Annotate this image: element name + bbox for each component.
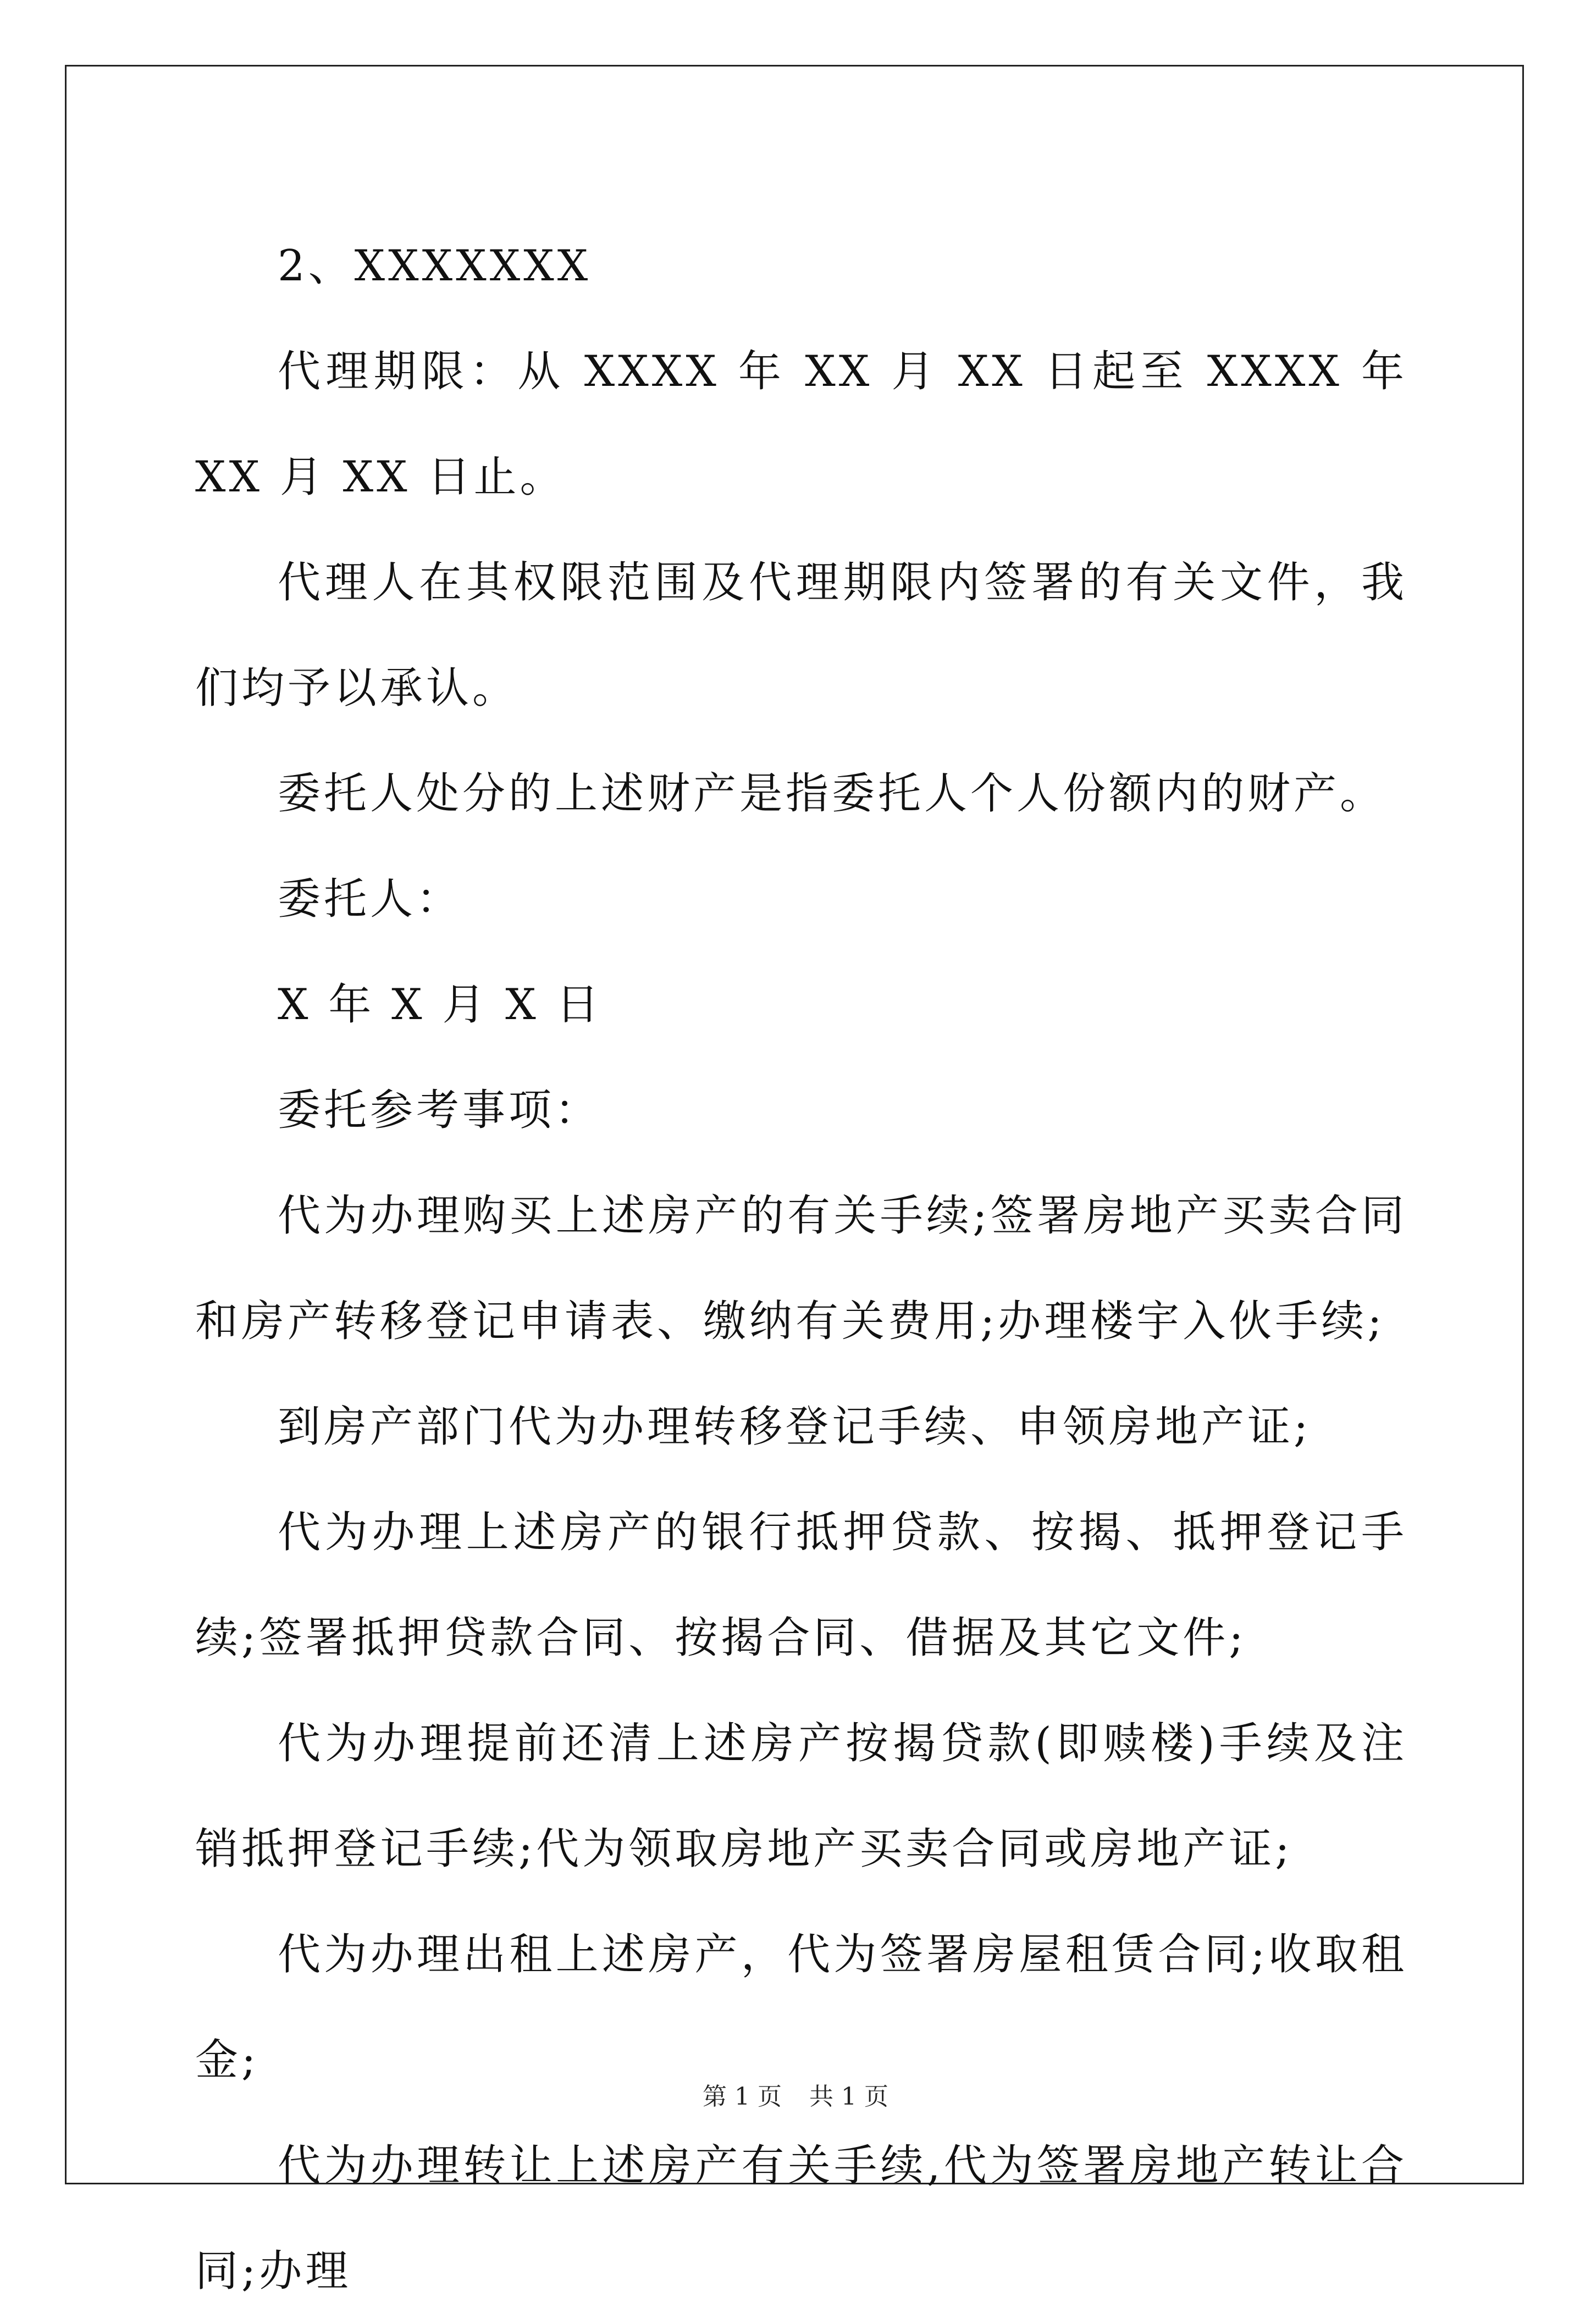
paragraph: 委托参考事项： (278, 1086, 601, 1135)
paragraph: X 年 X 月 X 日 (278, 980, 603, 1030)
paragraph: 委托人： (278, 875, 463, 924)
paragraph: 代为办理购买上述房产的有关手续;签署房地产买卖合同和房产转移登记申请表、缴纳有关费用;办理楼宇入伙手续; (195, 1191, 1407, 1346)
paragraph: 代理人在其权限范围及代理期限内签署的有关文件，我们均予以承认。 (195, 558, 1407, 713)
page-footer (0, 2080, 1591, 2113)
paragraph: 代为办理转让上述房产有关手续,代为签署房地产转让合同;办理 (195, 2141, 1407, 2296)
page-number: 第 1 页 (703, 2083, 782, 2111)
paragraph: 代为办理提前还清上述房产按揭贷款(即赎楼)手续及注销抵押登记手续;代为领取房地产买卖合同或房地产证; (195, 1719, 1407, 1874)
paragraph: 2、XXXXXXX (278, 241, 592, 291)
paragraph: 委托人处分的上述财产是指委托人个人份额内的财产。 (278, 769, 1386, 818)
paragraph: 代为办理上述房产的银行抵押贷款、按揭、抵押登记手续;签署抵押贷款合同、按揭合同、借据及其它文件; (195, 1508, 1407, 1663)
paragraph: 代理期限：从 XXXX 年 XX 月 XX 日起至 XXXX 年 XX 月 XX 日止。 (195, 347, 1407, 502)
paragraph: 代为办理出租上述房产，代为签署房屋租赁合同;收取租金; (195, 1930, 1407, 2085)
page-total: 共 1 页 (809, 2083, 888, 2111)
paragraph: 到房产部门代为办理转移登记手续、申领房地产证; (278, 1402, 1312, 1452)
document-body (195, 213, 1407, 2324)
